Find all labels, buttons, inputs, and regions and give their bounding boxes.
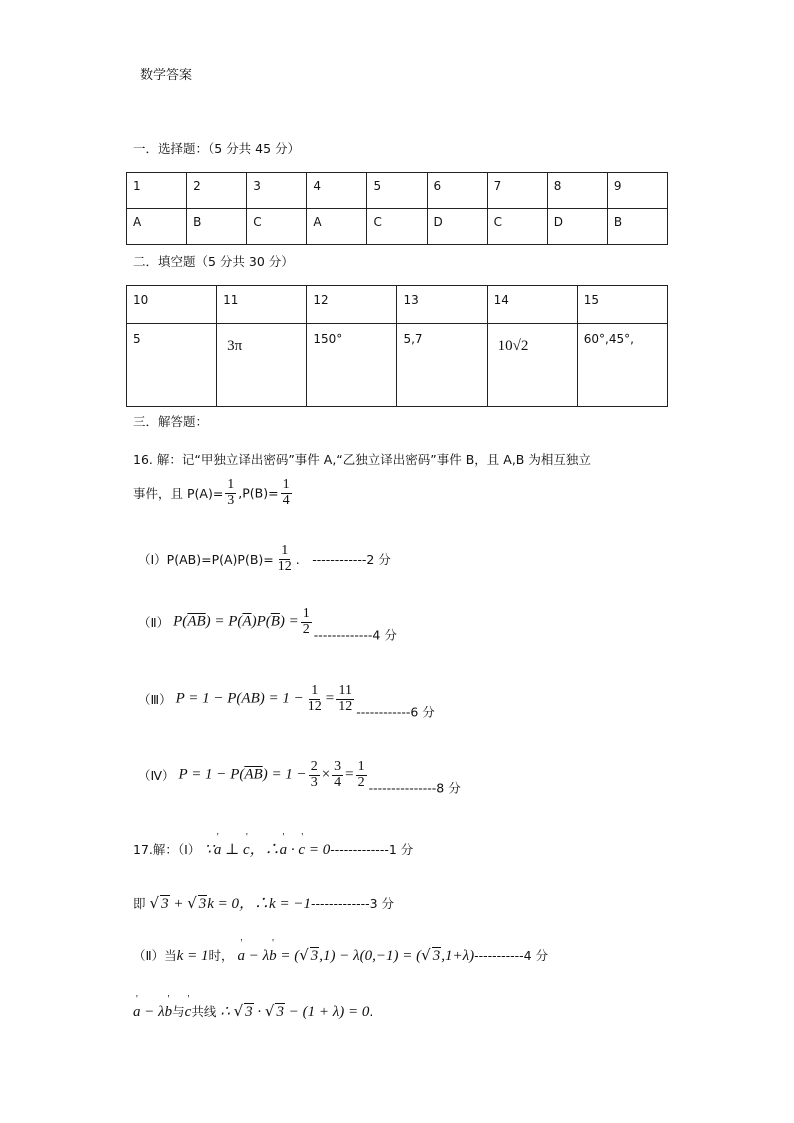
- q17-4-score: .: [369, 1004, 374, 1019]
- pa-num: 1: [227, 477, 235, 492]
- pa-fraction: [225, 478, 236, 508]
- q16-3-score: ------------6 分: [356, 704, 435, 720]
- q16-3-label: （Ⅲ）: [138, 692, 172, 708]
- fill-answer-table: [126, 285, 668, 407]
- q17-part1: [133, 838, 413, 859]
- table-cell: C: [487, 209, 547, 245]
- q17-1-score: -------------1 分: [330, 842, 414, 857]
- q17-4-vector-c: ' c: [185, 1004, 192, 1020]
- table-row: [127, 324, 668, 407]
- k-equals-one: k = 1: [176, 948, 209, 964]
- q17-4-vector: ' a − λ' b: [133, 1004, 172, 1020]
- pb-den: 4: [282, 492, 290, 508]
- section3-heading: 三．解答题：: [133, 414, 209, 429]
- q17-part4: [133, 1002, 373, 1021]
- q16-part4: [138, 760, 461, 797]
- table-cell: 15: [577, 286, 667, 324]
- frac-den: 3: [310, 774, 318, 790]
- q17-4-text: 共线: [191, 1004, 217, 1019]
- table-cell: 11: [217, 286, 307, 324]
- table-cell: 9: [607, 173, 667, 209]
- q17-part2: [133, 892, 394, 913]
- q16-2-formula: $P(\overline{AB}) = P(\overline{A})P(\overline{B})$ =: [173, 613, 299, 630]
- q17-label: 17.解：（Ⅰ）: [133, 842, 201, 857]
- q17-3-formula: ' a − λ' b = (√ 3,1) − λ(0,−1) = (√ 3,1+λ): [237, 948, 474, 964]
- table-cell: 14: [487, 286, 577, 324]
- frac-num: 1: [357, 759, 365, 774]
- choice-answer-table: [126, 172, 668, 245]
- q16-3-formula: P = 1 − P(AB) = 1 −: [175, 690, 304, 707]
- table-cell: 5: [367, 173, 427, 209]
- q17-4-formula: ∴ √ 3 · √ 3 − (1 + λ) = 0: [220, 1002, 370, 1020]
- q17-2-formula: √ 3 + √ 3k = 0，∴k = −1: [149, 894, 311, 912]
- q16-2-score: -------------4 分: [313, 627, 397, 643]
- table-row: [127, 173, 668, 209]
- table-cell: C: [367, 209, 427, 245]
- table-cell: 3: [247, 173, 307, 209]
- table-cell: 2: [187, 173, 247, 209]
- q17-part3: [133, 946, 548, 965]
- q16-3-fraction-a: [306, 684, 324, 714]
- table-cell: 7: [487, 173, 547, 209]
- q17-3-score: -----------4 分: [474, 948, 549, 963]
- q16-4-score: ---------------8 分: [368, 780, 461, 796]
- q17-4-mid: 与: [172, 1004, 185, 1019]
- q16-4-fraction-c: [356, 760, 367, 790]
- table-cell: 5: [127, 324, 217, 407]
- q16-intro: 16. 解：记“甲独立译出密码”事件 A,“乙独立译出密码”事件 B，且 A,B 为相互独立: [133, 452, 591, 467]
- q16-part2: [138, 607, 397, 644]
- q16-3-fraction-b: [336, 684, 354, 714]
- frac-num: 1: [302, 606, 310, 621]
- q16-4-fraction-b: [332, 760, 343, 790]
- table-cell: 13: [397, 286, 487, 324]
- q16-2-label: （Ⅱ）: [138, 615, 170, 631]
- frac-num: 1: [311, 683, 319, 698]
- page-title: 数学答案: [140, 68, 193, 83]
- q16-2-fraction: [301, 607, 312, 637]
- equals-sign: =: [345, 766, 354, 783]
- frac-num: 11: [338, 683, 352, 698]
- table-row: [127, 286, 668, 324]
- table-cell: A: [127, 209, 187, 245]
- frac-num: 2: [310, 759, 318, 774]
- table-cell: 3π: [217, 324, 307, 407]
- table-cell: 10: [127, 286, 217, 324]
- frac-den: 2: [357, 774, 365, 790]
- q16-1-text: （Ⅰ）P(AB)=P(A)P(B)=: [138, 552, 274, 568]
- table-cell: 10√2: [487, 324, 577, 407]
- q17-1-formula: ∵' a ⊥ ' c，∴' a · ' c = 0: [204, 842, 330, 858]
- table-cell: 4: [307, 173, 367, 209]
- times-sign: ×: [321, 766, 331, 783]
- frac-den: 4: [334, 774, 342, 790]
- table-cell: 6: [427, 173, 487, 209]
- pa-den: 3: [227, 492, 235, 508]
- q17-3-when: 时，: [208, 948, 234, 963]
- table-cell: 1: [127, 173, 187, 209]
- q16-4-fraction-a: [309, 760, 320, 790]
- q16-part3: [138, 684, 435, 721]
- table-cell: C: [247, 209, 307, 245]
- frac-den: 12: [307, 698, 322, 714]
- table-cell: 150°: [307, 324, 397, 407]
- section2-heading: 二．填空题（5 分共 30 分）: [133, 254, 294, 269]
- frac-num: 3: [334, 759, 342, 774]
- table-cell: B: [187, 209, 247, 245]
- pb-fraction: [281, 478, 292, 508]
- table-cell: 5,7: [397, 324, 487, 407]
- q17-2-prefix: 即: [133, 896, 146, 911]
- table-row: [127, 209, 668, 245]
- table-cell: D: [547, 209, 607, 245]
- frac-den: 2: [302, 621, 310, 637]
- table-cell: A: [307, 209, 367, 245]
- table-cell: D: [427, 209, 487, 245]
- q16-4-label: （Ⅳ）: [138, 768, 175, 784]
- q16-1-score: . ------------2 分: [295, 552, 391, 568]
- q17-3-label: （Ⅱ）当: [133, 948, 177, 963]
- equals-sign: =: [325, 690, 335, 707]
- table-cell: 8: [547, 173, 607, 209]
- q16-4-formula: $P = 1 - P(\overline{AB}) = 1$ −: [178, 766, 307, 783]
- section1-heading: 一．选择题：（5 分共 45 分）: [133, 141, 301, 156]
- pb-label: ,P(B)=: [238, 485, 279, 501]
- frac-num: 1: [281, 543, 289, 558]
- pb-num: 1: [282, 477, 290, 492]
- q16-intro2-text: 事件，且 P(A)=: [133, 486, 224, 502]
- table-cell: B: [607, 209, 667, 245]
- frac-den: 12: [277, 558, 292, 574]
- frac-den: 12: [338, 698, 353, 714]
- q17-2-score: -------------3 分: [310, 896, 395, 911]
- q16-1-fraction: [276, 544, 294, 574]
- table-cell: 12: [307, 286, 397, 324]
- table-cell: 60°,45°,: [577, 324, 667, 407]
- q16-intro-line2: [133, 478, 294, 508]
- q16-part1: [138, 544, 391, 574]
